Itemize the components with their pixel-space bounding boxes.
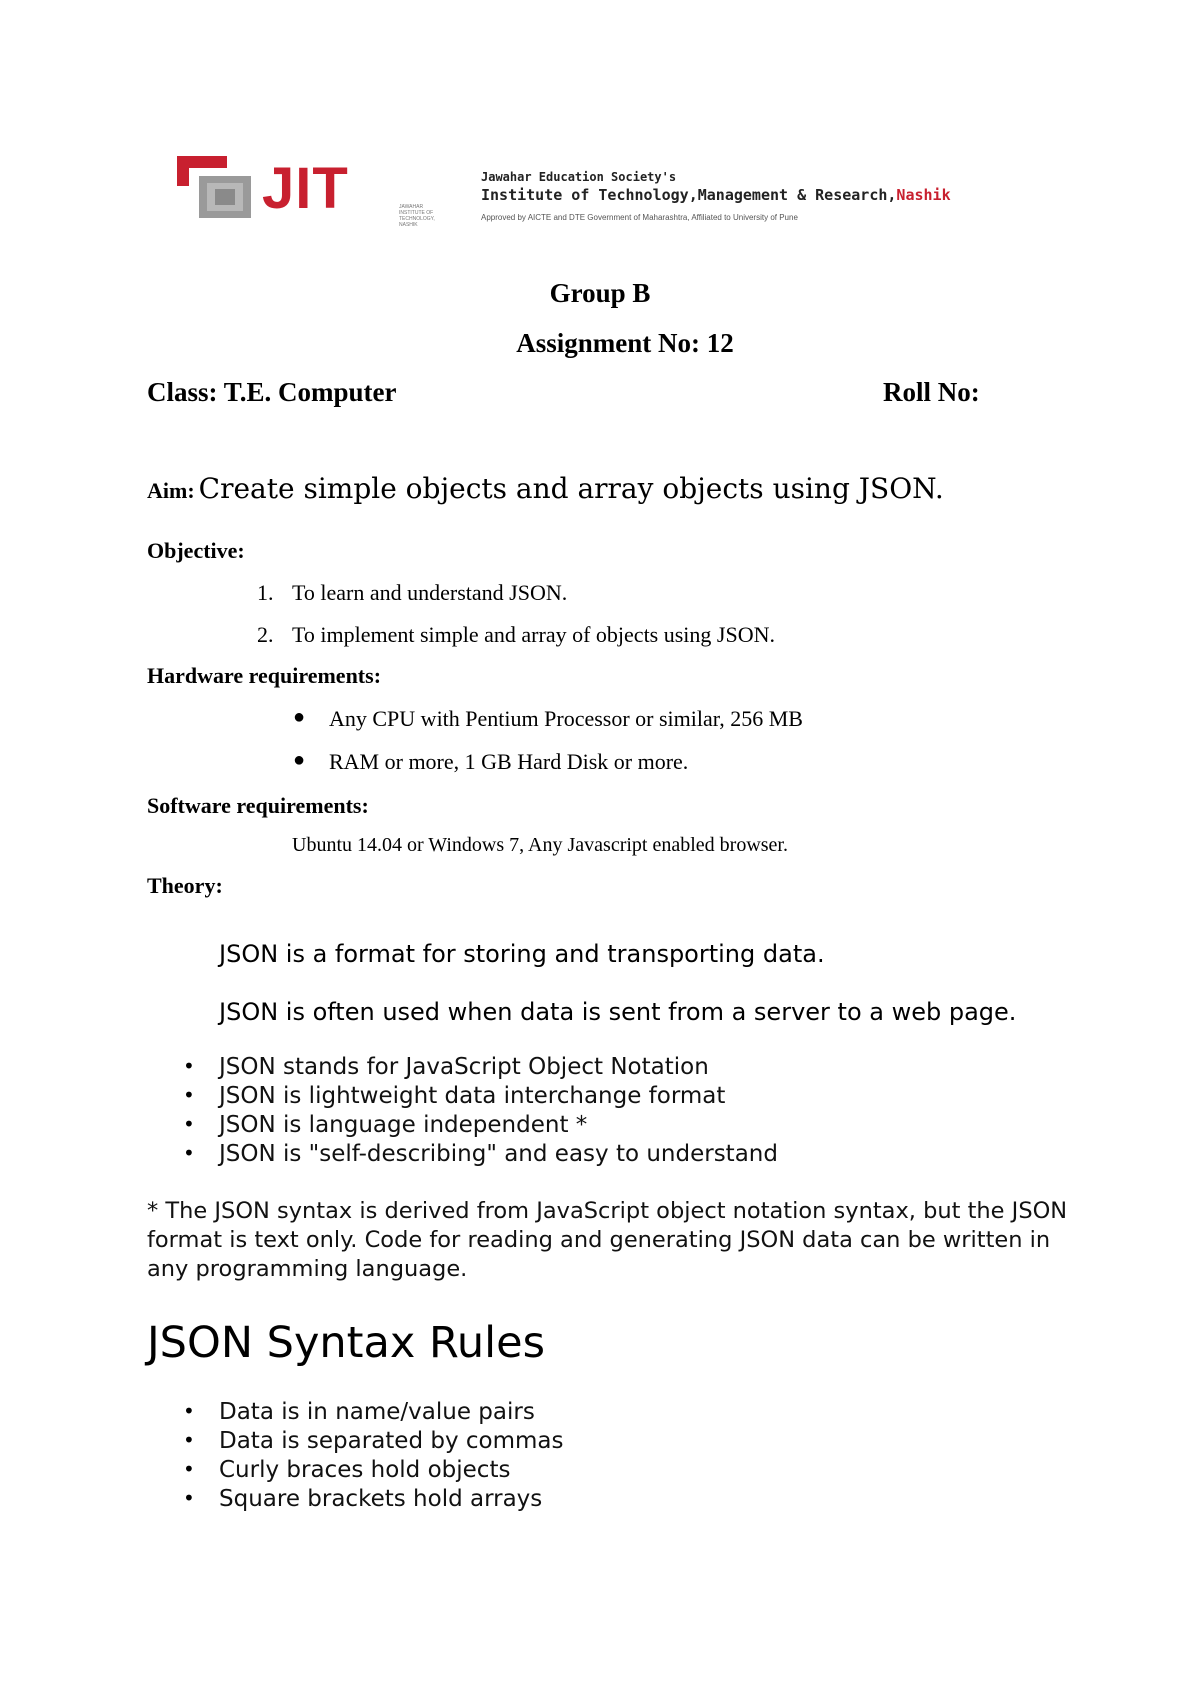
syntax-item: Data is in name/value pairs — [219, 1399, 535, 1425]
theory-heading: Theory: — [147, 873, 223, 898]
group-title: Group B — [549, 278, 651, 308]
institute-city: Nashik — [896, 186, 951, 204]
theory-item: JSON stands for JavaScript Object Notation — [219, 1054, 709, 1080]
institute-name — [481, 186, 951, 204]
objective-item: To learn and understand JSON. — [292, 580, 568, 605]
bullet-icon: • — [183, 1486, 195, 1510]
theory-paragraph: JSON is often used when data is sent from a server to a web page. — [219, 998, 1017, 1026]
syntax-item: Data is separated by commas — [219, 1428, 564, 1454]
syntax-heading: JSON Syntax Rules — [147, 1318, 545, 1368]
hardware-item: Any CPU with Pentium Processor or similar, 256 MB — [329, 706, 803, 731]
syntax-item: Square brackets hold arrays — [219, 1486, 543, 1512]
theory-note: * The JSON syntax is derived from JavaScript object notation syntax, but the JSON format is text only. Code for reading and generating JSON data can be written in any programming language. — [147, 1198, 1068, 1282]
bullet-icon: • — [183, 1428, 195, 1452]
bullet-icon: • — [183, 1141, 195, 1165]
hardware-heading: Hardware requirements: — [147, 663, 382, 688]
institute-name-text: Institute of Technology,Management & Research, — [481, 186, 897, 204]
objective-number: 2. — [257, 622, 274, 647]
bullet-icon: • — [183, 1054, 195, 1078]
software-text: Ubuntu 14.04 or Windows 7, Any Javascript enabled browser. — [292, 834, 788, 856]
syntax-item: Curly braces hold objects — [219, 1457, 511, 1483]
bullet-icon: • — [183, 1083, 195, 1107]
roll-label: Roll No: — [883, 377, 980, 407]
jit-logo-icon — [177, 156, 251, 218]
aim-text: Create simple objects and array objects using JSON. — [198, 472, 944, 505]
logo-fine-print: JAWAHAR INSTITUTE OF TECHNOLOGY, NASHIK — [399, 204, 435, 228]
theory-item: JSON is lightweight data interchange format — [219, 1083, 726, 1109]
hardware-item: RAM or more, 1 GB Hard Disk or more. — [329, 749, 689, 774]
objective-number: 1. — [257, 580, 274, 605]
bullet-icon: ● — [293, 706, 306, 728]
software-heading: Software requirements: — [147, 793, 369, 818]
bullet-icon: • — [183, 1399, 195, 1423]
logo-wordmark: JIT — [262, 156, 349, 221]
assignment-title: Assignment No: 12 — [516, 328, 734, 358]
theory-item: JSON is language independent * — [219, 1112, 588, 1138]
bullet-icon: • — [183, 1112, 195, 1136]
bullet-icon: ● — [293, 749, 306, 771]
theory-item: JSON is "self-describing" and easy to understand — [219, 1141, 778, 1167]
class-label: Class: T.E. Computer — [147, 377, 397, 407]
society-name: Jawahar Education Society's — [481, 170, 677, 184]
objective-heading: Objective: — [147, 538, 245, 563]
theory-paragraph: JSON is a format for storing and transporting data. — [219, 940, 825, 968]
objective-item: To implement simple and array of objects using JSON. — [292, 622, 775, 647]
bullet-icon: • — [183, 1457, 195, 1481]
aim-label: Aim: — [147, 478, 195, 503]
aim — [147, 472, 944, 505]
approval-line: Approved by AICTE and DTE Government of Maharashtra, Affiliated to University of Pune — [481, 213, 798, 222]
